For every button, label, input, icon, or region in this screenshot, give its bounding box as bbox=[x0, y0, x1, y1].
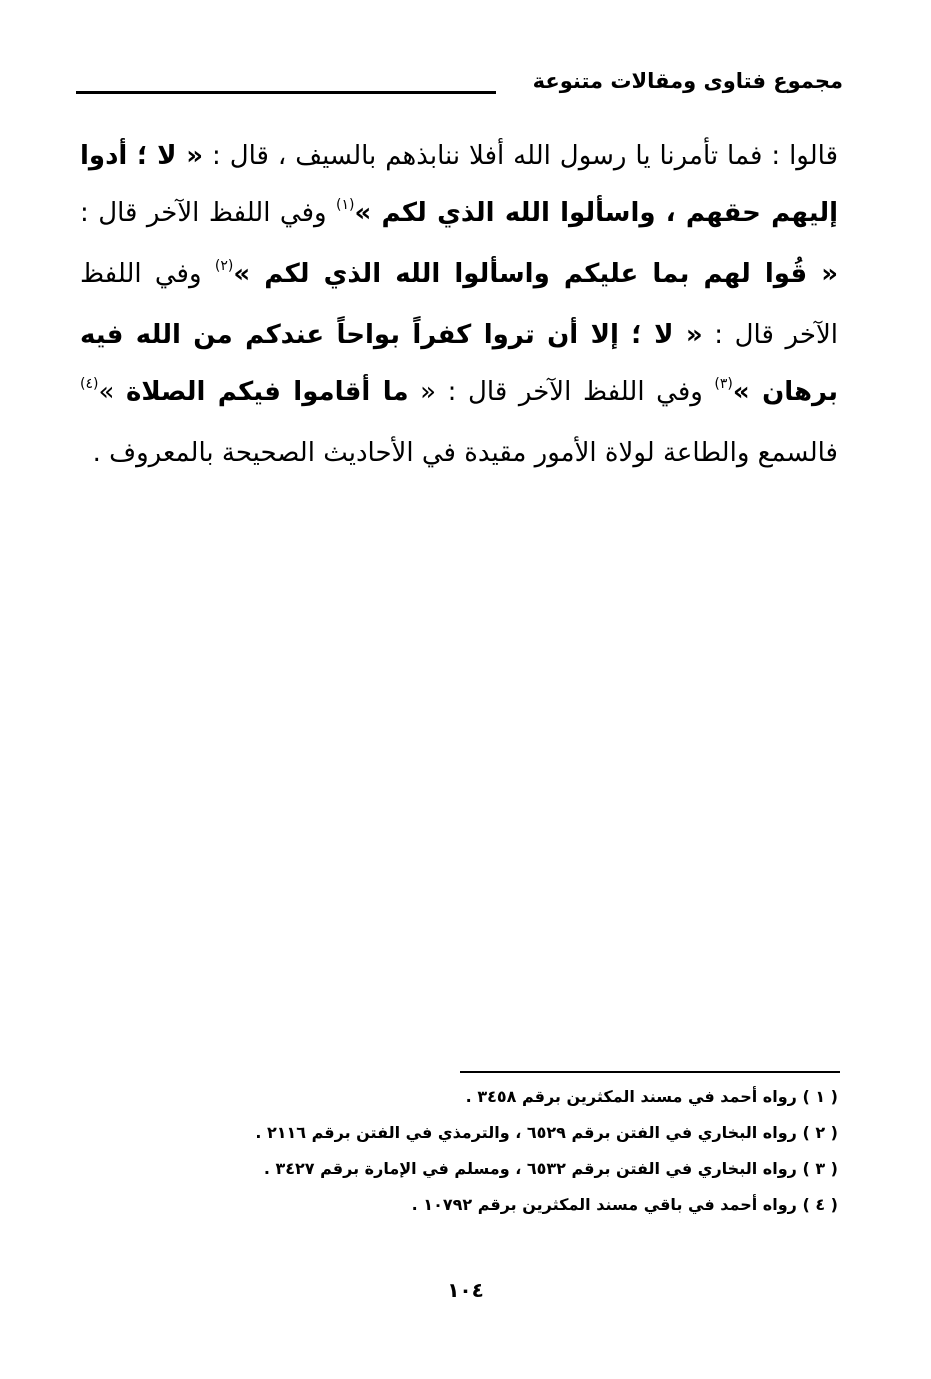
body-text-segment: وفي اللفظ الآخر قال : bbox=[80, 259, 839, 350]
footnotes bbox=[138, 1083, 838, 1227]
footnote-4: ( ٤ ) رواه أحمد في باقي مسند المكثرين برقم ١٠٧٩٢ . bbox=[411, 1195, 838, 1214]
header-rule bbox=[76, 91, 496, 94]
hadith-quote: « لا ؛ إلا أن تروا كفراً بواحاً عندكم من الله فيه برهان » bbox=[80, 320, 838, 407]
page-number: ١٠٤ bbox=[447, 1278, 484, 1302]
running-head-title: مجموع فتاوى ومقالات متنوعة bbox=[532, 69, 843, 93]
hadith-quote: ما أقاموا فيكم الصلاة bbox=[125, 377, 409, 407]
footnote-ref-1: (١) bbox=[336, 197, 355, 213]
footnote-1: ( ١ ) رواه أحمد في مسند المكثرين برقم ٣٤٥٨ . bbox=[465, 1087, 838, 1106]
footnote-ref-4: (٤) bbox=[80, 376, 99, 392]
footnote-separator bbox=[460, 1071, 840, 1073]
body-text-segment: قالوا : فما تأمرنا يا رسول الله أفلا ننابذهم بالسيف ، قال : bbox=[203, 141, 838, 171]
hadith-quote: « قُوا لهم بما عليكم واسألوا الله الذي لكم » bbox=[233, 259, 838, 289]
body-text-segment: فالسمع والطاعة لولاة الأمور مقيدة في الأحاديث الصحيحة بالمعروف . bbox=[92, 438, 838, 468]
footnote-ref-3: (٣) bbox=[714, 376, 733, 392]
body-text-segment: وفي اللفظ الآخر قال : « bbox=[408, 377, 715, 407]
footnote-3: ( ٣ ) رواه البخاري في الفتن برقم ٦٥٣٢ ، ومسلم في الإمارة برقم ٣٤٢٧ . bbox=[263, 1159, 838, 1178]
footnote-2: ( ٢ ) رواه البخاري في الفتن برقم ٦٥٢٩ ، والترمذي في الفتن برقم ٢١١٦ . bbox=[255, 1123, 838, 1142]
footnote-ref-2: (٢) bbox=[214, 258, 234, 274]
body-text-segment: » bbox=[98, 377, 126, 407]
hadith-quote: « لا ؛ أدوا إليهم حقهم ، واسألوا الله الذي لكم » bbox=[80, 141, 838, 228]
body-paragraph bbox=[80, 128, 838, 482]
body-text-segment: وفي اللفظ الآخر قال : bbox=[80, 198, 337, 228]
